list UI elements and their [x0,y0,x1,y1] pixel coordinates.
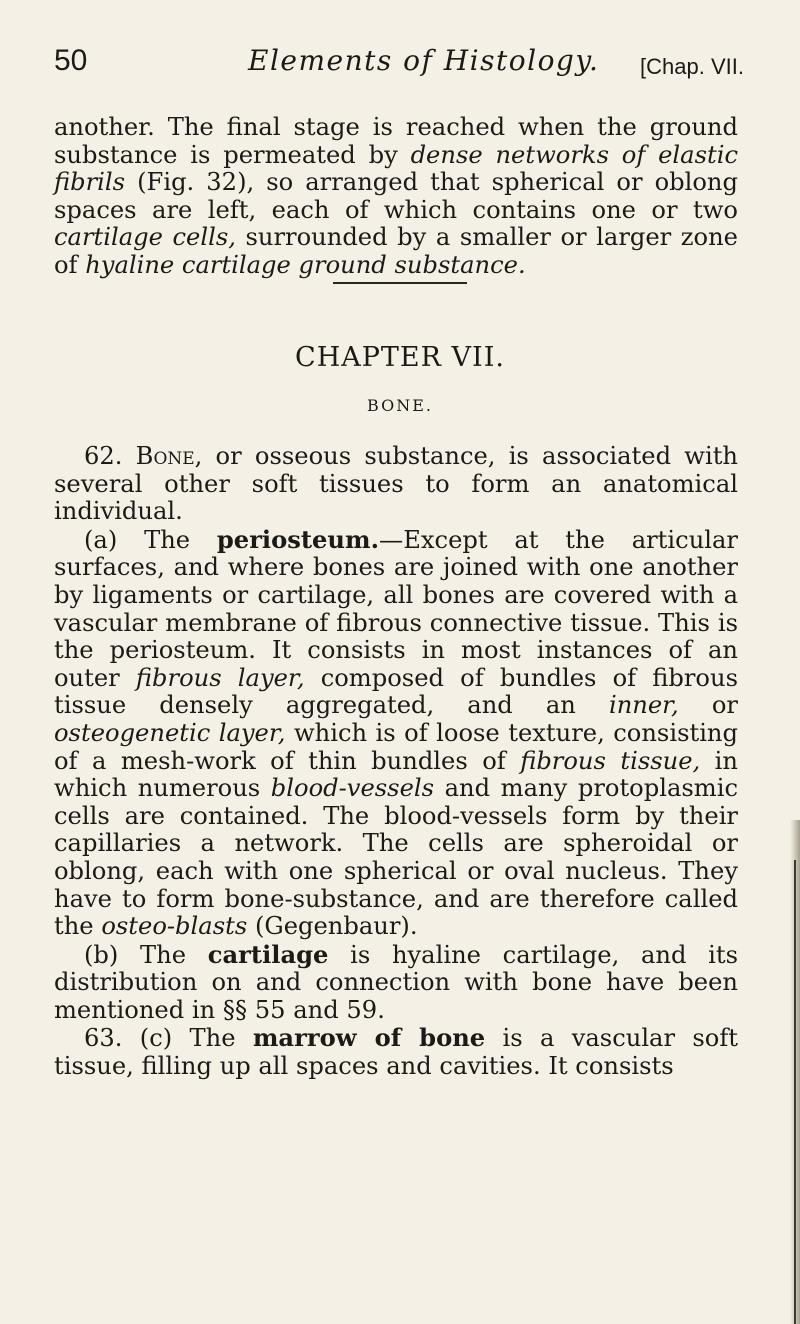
paragraph-a-text-7: (Gegenbaur). [247,912,418,941]
paragraph-62-text: or osseous substance, is associated with several other soft tissues to form an anatomical individual. [54,442,739,526]
paragraph-a-emphasis-5: blood-vessels [270,774,435,803]
chapter-divider [333,282,467,284]
chapter-reference: [Chap. VII. [640,54,744,79]
paragraph-a-term: periosteum. [216,524,380,554]
paragraph-63-label: 63. (c) The [84,1024,253,1053]
paragraph-a-emphasis-1: fibrous layer, [135,663,305,692]
paragraph-a-text-1: —Except at the articular surfaces, and where bones are joined with one another by ligaments or cartilage, all bones are covered with a vascular membrane of fibrous connective tissue. This is the periosteum. It consists in most instances of an outer [54,525,738,692]
paragraph-a-emphasis-3: osteogenetic layer, [54,718,286,747]
paragraph-a-text-4: which is of loose texture, consisting of a mesh-work of thin bundles of [54,718,738,775]
paragraph-63-text: is a vascular soft tissue, filling up all spaces and cavities. It consists [54,1024,738,1081]
running-title: Elements of Histology. [248,44,600,77]
chapter-title: CHAPTER VII. [295,342,505,373]
paragraph-a-emphasis-6: osteo-blasts [101,912,248,941]
intro-emphasis-1: dense networks of elastic fibrils [54,140,739,197]
intro-paragraph [54,114,738,280]
paragraph-a-text-5: in which numerous [54,746,738,803]
paragraph-a-text-6: and many protoplasmic cells are contained. The blood-vessels form by their capillaries a network. The cells are spheroidal or oblong, each with one spherical or oval nucleus. They have to form bone-substance, and are therefore called the [54,774,738,941]
paragraph-b-label: (b) The [84,940,208,969]
paragraph-b-term: cartilage [207,939,329,969]
paragraph-62 [54,443,738,526]
intro-text-3: surrounded by a smaller or larger zone of [54,223,738,279]
paragraph-a-text-2: composed of bundles of fibrous tissue densely aggregated, and an [54,663,738,720]
paragraph-63-marrow [54,1024,738,1080]
intro-text-1: another. The final stage is reached when the ground substance is permeated by [54,113,738,169]
paragraph-b-text: is hyaline cartilage, and its distribution on and connection with bone have been mentioned in §§ 55 and 59. [54,940,738,1024]
section-title: BONE. [367,396,433,415]
paragraph-a-label: (a) The [84,525,217,554]
paragraph-63-term: marrow of bone [252,1023,486,1053]
paragraph-a-periosteum [54,526,738,941]
bone-section [54,443,738,1081]
page-gutter-edge [794,860,796,1324]
paragraph-a-emphasis-2: inner, [608,691,679,720]
intro-emphasis-3: hyaline cartilage ground substance. [85,250,526,279]
page-number: 50 [54,44,88,77]
paragraph-a-text-3: or [678,691,738,720]
paragraph-62-number: 62. [84,442,136,470]
paragraph-b-cartilage [54,941,738,1025]
paragraph-a-emphasis-4: fibrous tissue, [520,746,701,775]
intro-emphasis-2: cartilage cells, [54,223,236,252]
page-header [54,44,744,84]
paragraph-62-term: Bone, [135,442,203,470]
intro-text-2: (Fig. 32), so arranged that spherical or oblong spaces are left, each of which contains one or two [54,168,738,224]
